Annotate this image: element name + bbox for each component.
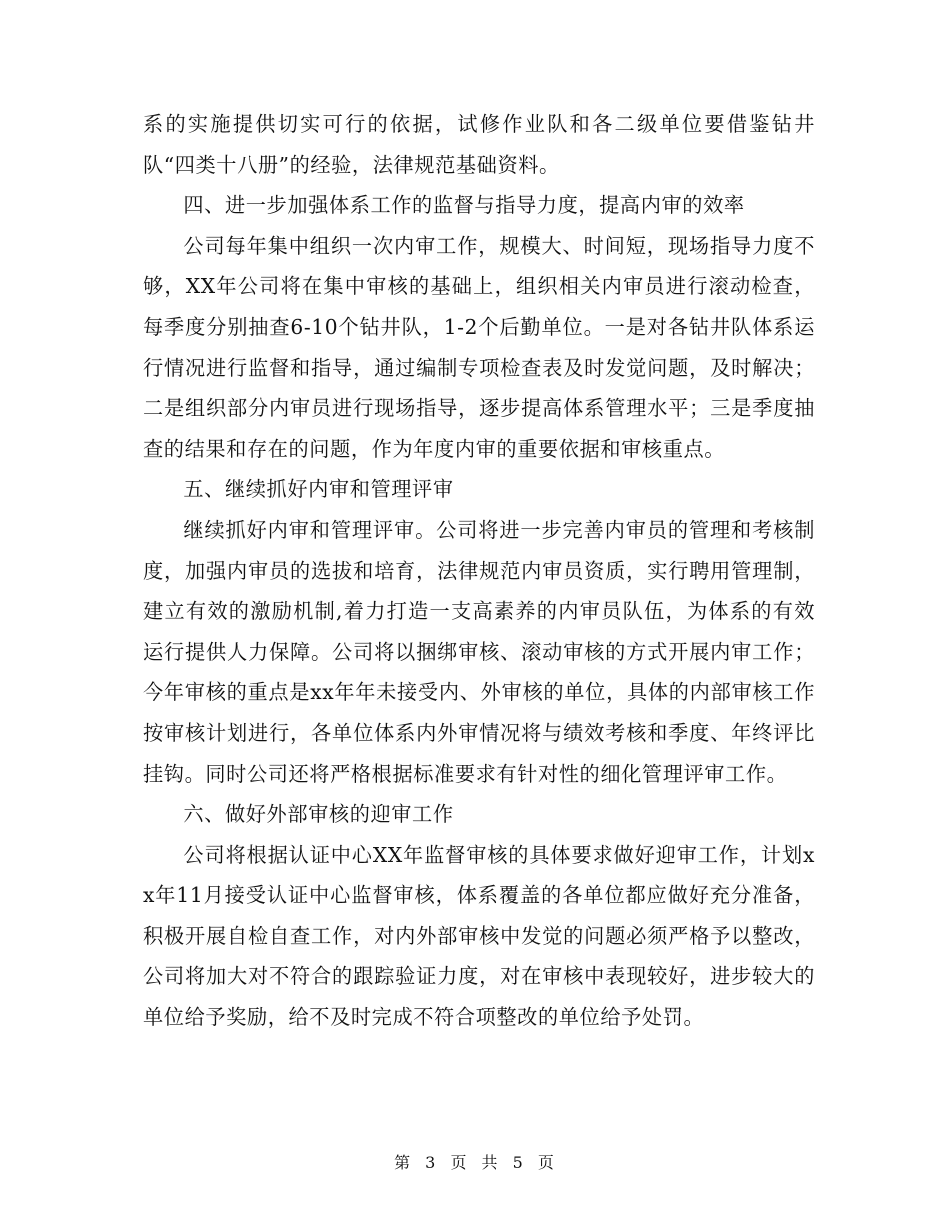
- paragraph-section-4: 公司每年集中组织一次内审工作，规模大、时间短，现场指导力度不够，XX年公司将在集中审核的基础上，组织相关内审员进行滚动检查，每季度分别抽查6-10个钻井队，1-2个后勤单位。一是对各钻井队体系运行情况进行监督和指导，通过编制专项检查表及时发觉问题，及时解决；二是组织部分内审员进行现场指导，逐步提高体系管理水平；三是季度抽查的结果和存在的问题，作为年度内审的重要依据和审核重点。: [143, 233, 815, 461]
- paragraph-section-6: 公司将根据认证中心XX年监督审核的具体要求做好迎审工作，计划xx年11月接受认证中心监督审核，体系覆盖的各单位都应做好充分准备，积极开展自检自查工作，对内外部审核中发觉的问题必须严格予以整改，公司将加大对不符合的跟踪验证力度，对在审核中表现较好，进步较大的单位给予奖励，给不及时完成不符合项整改的单位给予处罚。: [143, 842, 815, 1030]
- section-heading-6: 六、做好外部审核的迎审工作: [183, 802, 454, 827]
- paragraph-continuation: 系的实施提供切实可行的依据，试修作业队和各二级单位要借鉴钻井队“四类十八册”的经验，法律规范基础资料。: [143, 112, 815, 177]
- page-number-footer: 第 3 页 共 5 页: [394, 1153, 556, 1172]
- section-heading-5: 五、继续抓好内审和管理评审: [183, 477, 454, 502]
- paragraph-section-5: 继续抓好内审和管理评审。公司将进一步完善内审员的管理和考核制度，加强内审员的选拔和培育，法律规范内审员资质，实行聘用管理制，建立有效的激励机制,着力打造一支高素养的内审员队伍，为体系的有效运行提供人力保障。公司将以捆绑审核、滚动审核的方式开展内审工作；今年审核的重点是xx年年未接受内、外审核的单位，具体的内部审核工作按审核计划进行，各单位体系内外审情况将与绩效考核和季度、年终评比挂钩。同时公司还将严格根据标准要求有针对性的细化管理评审工作。: [143, 517, 815, 786]
- section-heading-4: 四、进一步加强体系工作的监督与指导力度，提高内审的效率: [183, 193, 745, 218]
- document-body: [143, 104, 815, 1038]
